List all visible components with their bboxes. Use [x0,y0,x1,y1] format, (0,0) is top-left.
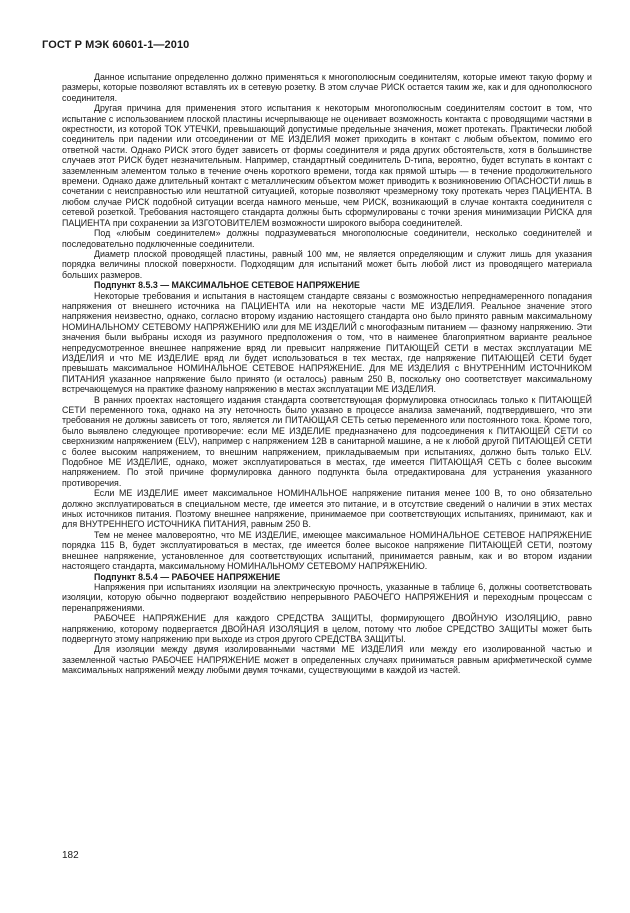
paragraph: Напряжения при испытаниях изоляции на электрическую прочность, указанные в таблице 6, должны соответствовать изоляции, которую обычно подвергают воздействию непрерывного РАБОЧЕГО НАПРЯЖЕНИЯ и переходным процессам с перенапряжениями. [62,581,592,613]
paragraph: Данное испытание определенно должно применяться к многополюсным соединителям, которые имеют такую форму и размеры, которые позволяют вставлять их в сетевую розетку. В этом случае РИСК остается таким же, как и для однополюсного соединителя. [62,72,592,103]
document-body [62,72,592,676]
section-heading: Подпункт 8.5.3 — МАКСИМАЛЬНОЕ СЕТЕВОЕ НАПРЯЖЕНИЕ [94,280,360,291]
section-heading: Подпункт 8.5.4 — РАБОЧЕЕ НАПРЯЖЕНИЕ [94,571,281,582]
paragraph: РАБОЧЕЕ НАПРЯЖЕНИЕ для каждого СРЕДСТВА ЗАЩИТЫ, формирующего ДВОЙНУЮ ИЗОЛЯЦИЮ, равно напряжению, которому подвергается ДВОЙНАЯ ИЗОЛЯЦИЯ в целом, потому что любое СРЕДСТВО ЗАЩИТЫ может быть подвергнуто этому напряжению при выходе из строя другого СРЕДСТВА ЗАЩИТЫ. [62,613,592,644]
paragraph: Некоторые требования и испытания в настоящем стандарте связаны с возможностью непреднамеренного попадания напряжения от внешнего источника на ПАЦИЕНТА или на некоторые части МЕ ИЗДЕЛИЯ. Реальное значение этого напряжения неизвестно, однако, согласно второму изданию настоящего стандарта оно было принято равным максимальному НОМИНАЛЬНОМУ СЕТЕВОМУ НАПРЯЖЕНИЮ или для МЕ ИЗДЕЛИЙ с многофазным питанием — фазному напряжению. Эти значения были выбраны исходя из разумного предположения о том, что в наименее благоприятном варианте реальное непредусмотренное внешнее напряжение вряд ли превысит напряжение ПИТАЮЩЕЙ СЕТИ в местах эксплуатации МЕ ИЗДЕЛИЯ и что МЕ ИЗДЕЛИЕ вряд ли будет использоваться в тех местах, где напряжение ПИТАЮЩЕЙ СЕТИ будет превышать максимальное НОМИНАЛЬНОЕ СЕТЕВОЕ НАПРЯЖЕНИЕ. Для МЕ ИЗДЕЛИЯ с ВНУТРЕННИМ ИСТОЧНИКОМ ПИТАНИЯ указанное напряжение было принято (и осталось) равным 250 В, поскольку оно соответствует максимальному встречающемуся на практике фазному напряжению в местах эксплуатации МЕ ИЗДЕЛИЯ. [62,290,592,395]
paragraph: Диаметр плоской проводящей пластины, равный 100 мм, не является определяющим и служит лишь для указания порядка величины плоской поверхности. Подходящим для испытаний может быть любой лист из проводящего материала больших размеров. [62,248,592,280]
paragraph: В ранних проектах настоящего издания стандарта соответствующая формулировка относилась только к ПИТАЮЩЕЙ СЕТИ переменного тока, однако на эту неточность было указано в процессе анализа замечаний, подтвердившего, что эти требования не должны зависеть от того, является ли ПИТАЮЩАЯ СЕТЬ сетью переменного или постоянного тока. Кроме того, было выявлено следующее противоречие: если МЕ ИЗДЕЛИЕ предназначено для подсоединения к ПИТАЮЩЕЙ СЕТИ со сверхнизким напряжением (ELV), например с напряжением 12В в санитарной машине, а не к любой другой ПИТАЮЩЕЙ СЕТИ с более высоким напряжением, то внешним напряжением, прикладываемым при испытаниях, должно быть только ELV. Подобное МЕ ИЗДЕЛИЕ, однако, может эксплуатироваться в местах, где имеется ПИТАЮЩАЯ СЕТЬ с более высоким напряжением. По этой причине формулировка данного подпункта была отредактирована для устранения указанного противоречия. [62,394,592,488]
page-number: 182 [62,850,79,861]
paragraph: Под «любым соединителем» должны подразумеваться многополюсные соединители, несколько соединителей и последовательно подключенные соединители. [62,228,592,249]
paragraph: Если МЕ ИЗДЕЛИЕ имеет максимальное НОМИНАЛЬНОЕ напряжение питания менее 100 В, то оно обязательно должно эксплуатироваться в специальном месте, где имеется это питание, и в отсутствие сведений о наличии в этих местах иных источников питания. Поэтому внешнее напряжение, принимаемое при соответствующих испытаниях, принимают, как и для ВНУТРЕННЕГО ИСТОЧНИКА ПИТАНИЯ, равным 250 В. [62,488,592,530]
paragraph: Тем не менее маловероятно, что МЕ ИЗДЕЛИЕ, имеющее максимальное НОМИНАЛЬНОЕ СЕТЕВОЕ НАПРЯЖЕНИЕ порядка 115 В, будет эксплуатироваться в местах, где имеется более высокое напряжение ПИТАЮЩЕЙ СЕТИ, поэтому внешнее напряжение, установленное для соответствующих испытаний, принимается равным, как и во втором издании настоящего стандарта, максимальному НОМИНАЛЬНОМУ СЕТЕВОМУ НАПРЯЖЕНИЮ. [62,529,592,572]
paragraph: Другая причина для применения этого испытания к некоторым многополюсным соединителям состоит в том, что испытание с использованием плоской пластины исчерпывающе не оценивает возможность контакта с проводящими частями в окрестности, из которой ТОК УТЕЧКИ, превышающий допустимые предельные значения, может протекать. Практически любой соединитель при падении или отсоединении от МЕ ИЗДЕЛИЯ может приходить в контакт с любым объектом, помимо его ответной части. Однако РИСК этого будет зависеть от формы соединителя и ряда других обстоятельств, хотя в большинстве случаев этот РИСК будет незначительным. Например, стандартный соединитель D-типа, вероятно, будет вступать в контакт с заземленным элементом только в течение очень короткого времени, тогда как прямой штырь — в течение продолжительного времени. Однако даже длительный контакт с металлическим объектом может приводить к возникновению ОПАСНОСТИ лишь в сочетании с неисправностью или нештатной ситуацией, которые позволяют чрезмерному току протекать через ПАЦИЕНТА. В любом случае РИСК подобной ситуации всегда намного меньше, чем РИСК, возникающий в случае контакта соединителя с сетевой розеткой. Требования настоящего стандарта должны быть сформулированы с точки зрения минимизации РИСКА для ПАЦИЕНТА при сохранении за ИЗГОТОВИТЕЛЕМ возможности широкого выбора соединителей. [62,103,592,228]
document-header: ГОСТ Р МЭК 60601-1—2010 [42,39,190,51]
paragraph: Для изоляции между двумя изолированными частями МЕ ИЗДЕЛИЯ или между его изолированной частью и заземленной частью РАБОЧЕЕ НАПРЯЖЕНИЕ может в определенных случаях приниматься равным арифметической сумме максимальных напряжений между любыми двумя точками, существующими в каждой из частей. [62,644,592,676]
